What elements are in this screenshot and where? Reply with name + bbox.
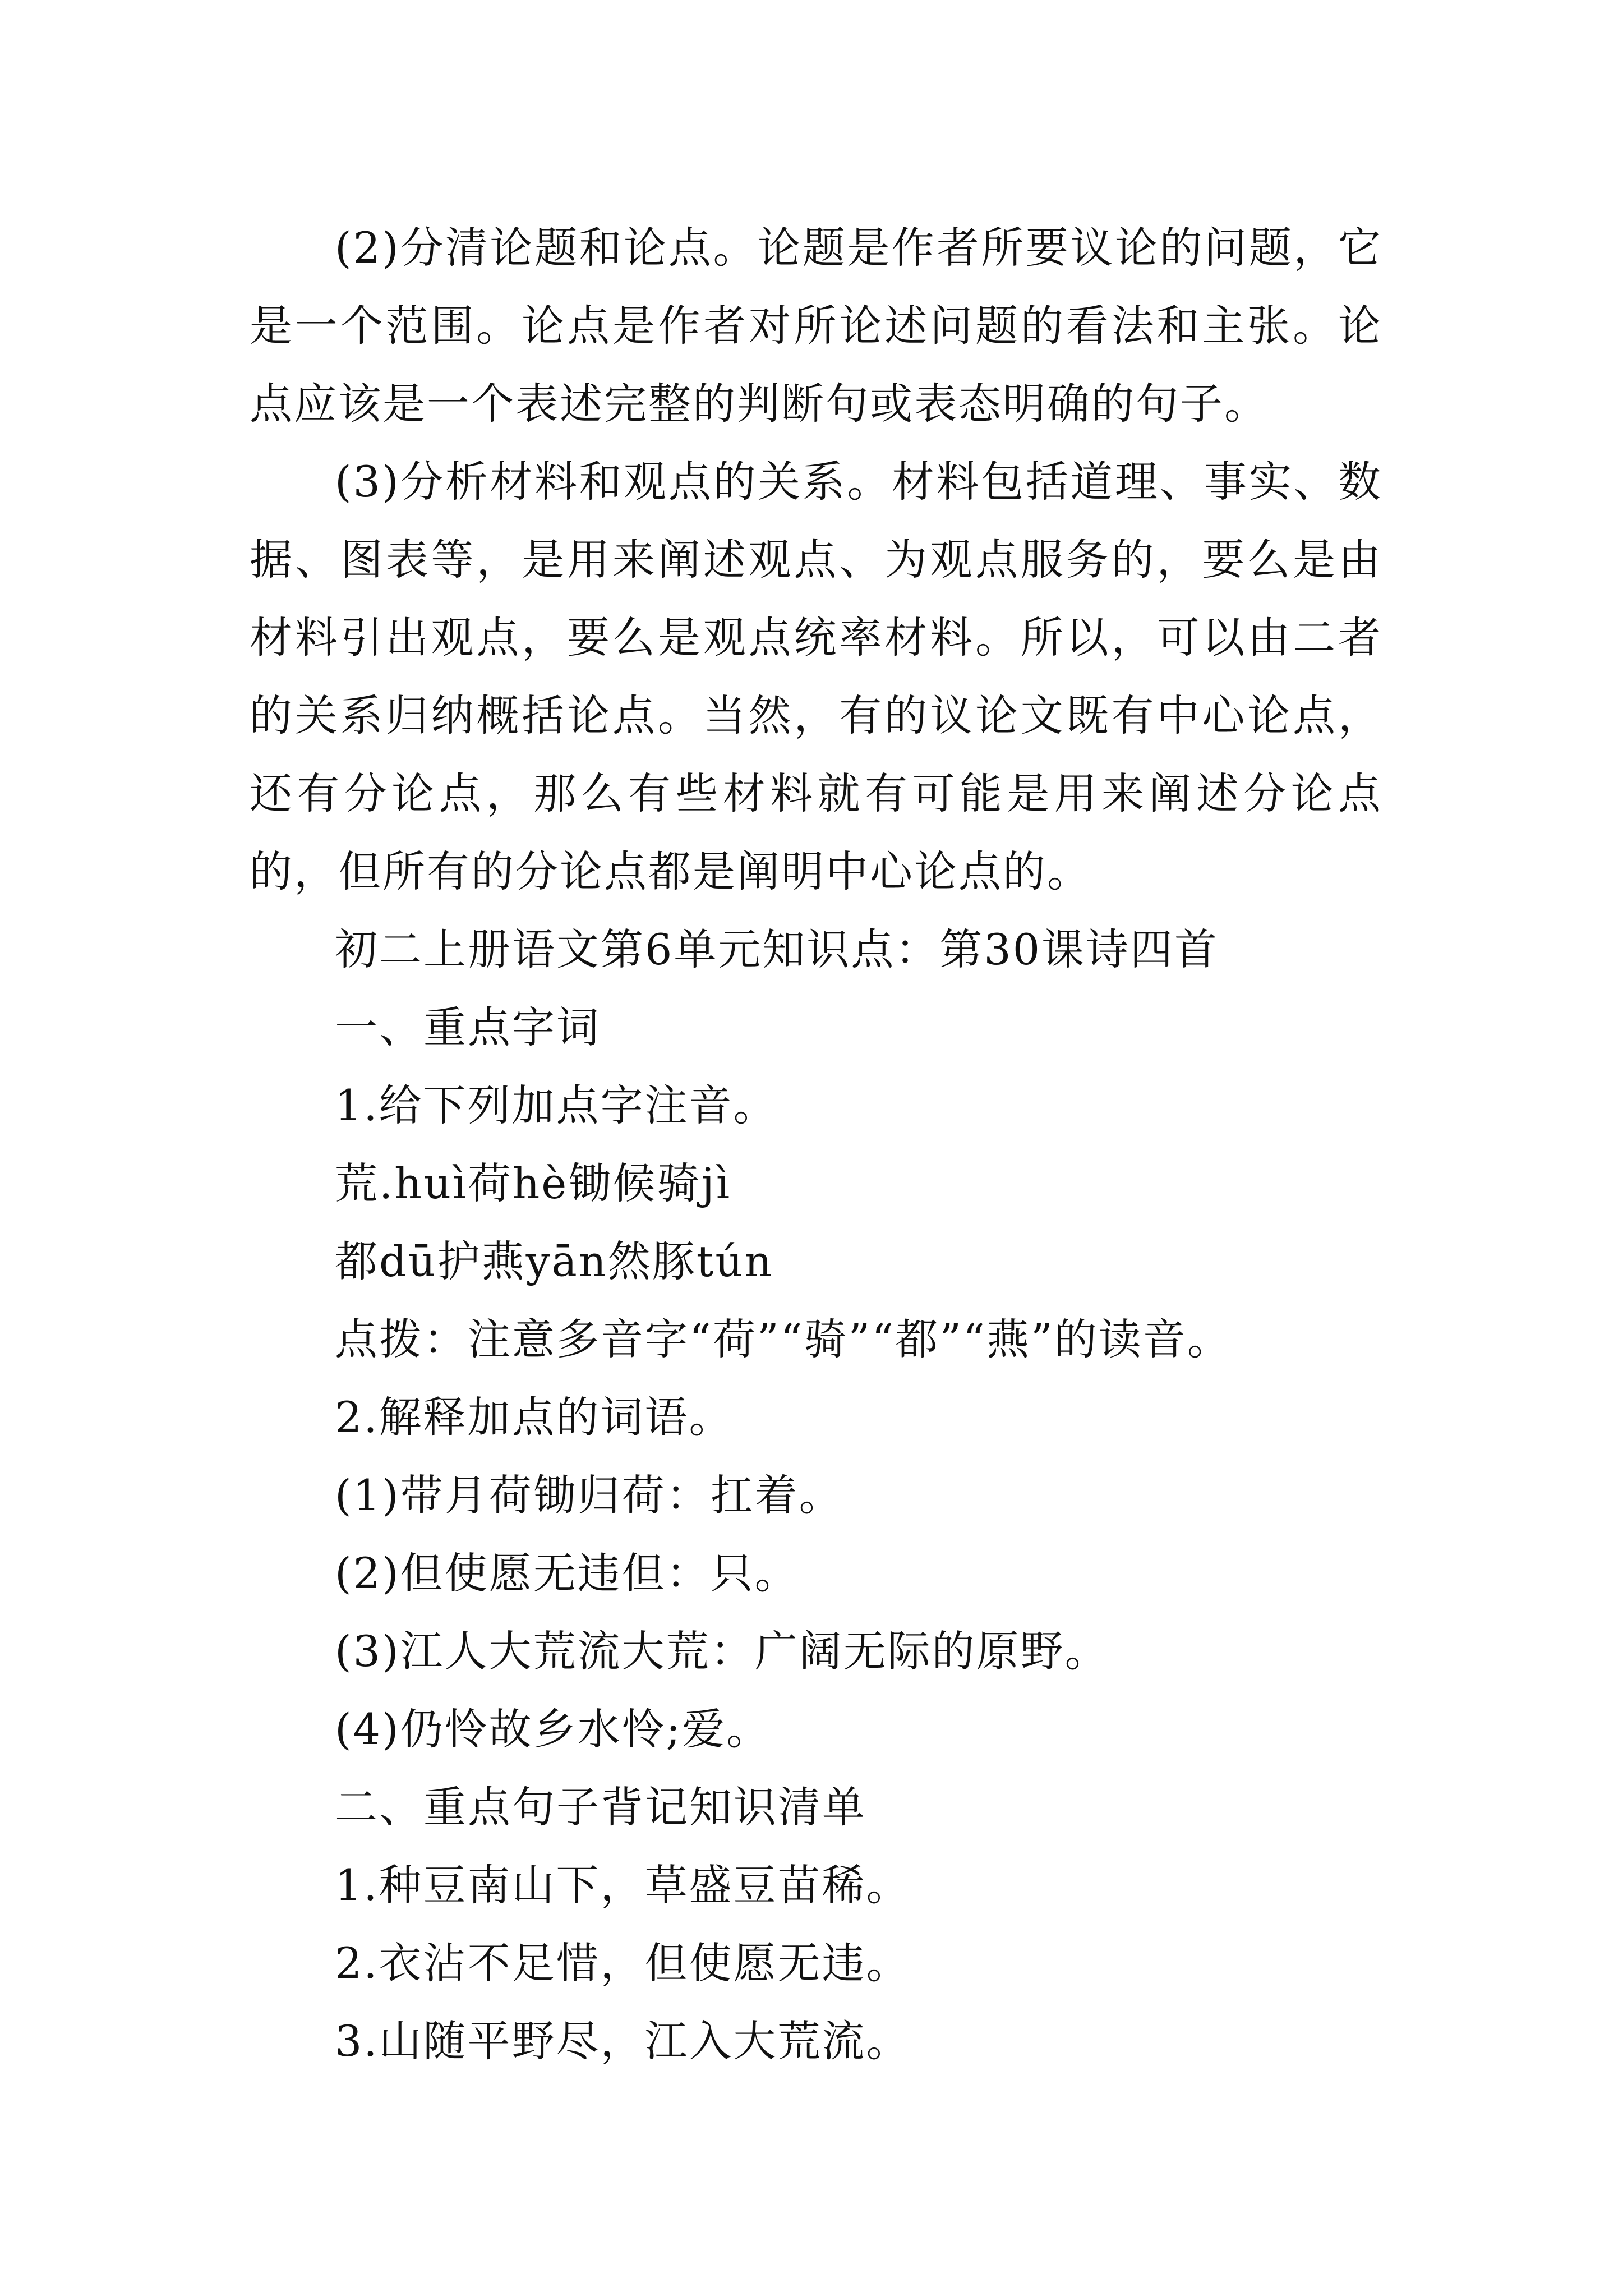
heading-key-sentences: 二、重点句子背记知识清单 [335,1782,866,1832]
sentence-item-3: 3.山随平野尽，江入大荒流。 [335,2016,911,2066]
sentence-item-2: 2.衣沾不足惜，但使愿无违。 [335,1938,911,1988]
explain-item-3: (3)江人大荒流大荒：广阔无际的原野。 [335,1626,1109,1676]
paragraph-distinguish-topic-and-thesis: (2)分清论题和论点。论题是作者所要议论的问题，它是一个范围。论点是作者对所论述问题的看法和主张。论点应该是一个表述完整的判断句或表态明确的句子。 [250,223,1382,429]
pronunciation-tip: 点拨：注意多音字“荷”“骑”“都”“燕”的读音。 [335,1314,1232,1364]
section-title: 初二上册语文第6单元知识点：第30课诗四首 [335,924,1219,974]
explain-item-1: (1)带月荷锄归荷：扛着。 [335,1470,843,1520]
item-explain-words: 2.解释加点的词语。 [335,1392,734,1442]
paragraph-material-and-viewpoint: (3)分析材料和观点的关系。材料包括道理、事实、数据、图表等，是用来阐述观点、为观点服务的，要么是由材料引出观点，要么是观点统率材料。所以，可以由二者的关系归纳概括论点。当然，有的议论文既有中心论点，还有分论点，那么有些材料就有可能是用来阐述分论点的，但所有的分论点都是阐明中心论点的。 [250,457,1382,896]
document-body [250,209,1382,2080]
item-pinyin-instruction: 1.给下列加点字注音。 [335,1080,778,1130]
sentence-item-1: 1.种豆南山下，草盛豆苗稀。 [335,1860,911,1910]
heading-key-words: 一、重点字词 [335,1002,601,1052]
explain-item-2: (2)但使愿无违但：只。 [335,1548,799,1598]
explain-item-4: (4)仍怜故乡水怜;爱。 [335,1704,771,1754]
pinyin-line-2: 都dū护燕yān然豚tún [335,1236,774,1286]
pinyin-line-1: 荒.huì荷hè锄候骑jì [335,1158,732,1208]
